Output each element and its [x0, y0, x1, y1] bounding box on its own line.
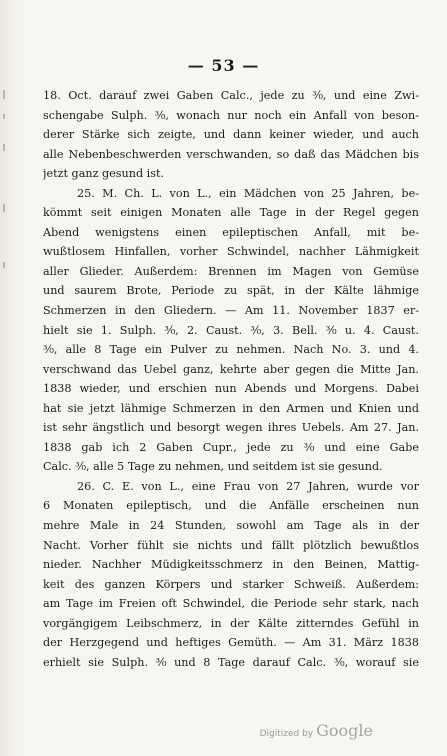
text-line: 25. M. Ch. L. von L., ein Mädchen von 25 Jahren, be- [77, 186, 419, 200]
text-line: Calc. ³⁄₀, alle 5 Tage zu nehmen, und seitdem ist sie gesund. [43, 460, 383, 474]
text-line: 1838 wieder, und erschien nun Abends und Morgens. Dabei [43, 382, 419, 396]
text-line: hielt sie 1. Sulph. ³⁄₀, 2. Caust. ³⁄₀, 3. Bell. ³⁄₀ u. 4. Caust. [43, 323, 419, 337]
text-line: Abend wenigstens einen epileptischen Anfall, mit be- [43, 225, 419, 239]
text-line: vorgängigem Leibschmerz, in der Kälte zitterndes Gefühl in [43, 616, 419, 630]
margin-bleed-marks [3, 86, 13, 286]
text-line: 6 Monaten epileptisch, und die Anfälle erscheinen nun [43, 499, 419, 513]
text-line: verschwand das Uebel ganz, kehrte aber gegen die Mitte Jan. [43, 362, 419, 376]
text-line: 26. C. E. von L., eine Frau von 27 Jahren, wurde vor [77, 479, 419, 493]
text-line: schengabe Sulph. ³⁄₀, wonach nur noch ein Anfall von beson- [43, 108, 419, 122]
text-line: 1838 gab ich 2 Gaben Cupr., jede zu ³⁄₀ und eine Gabe [43, 440, 419, 454]
text-line: jetzt ganz gesund ist. [43, 167, 165, 181]
text-line: Schmerzen in den Gliedern. — Am 11. November 1837 er- [43, 304, 419, 318]
text-line: am Tage im Freien oft Schwindel, die Periode sehr stark, nach [43, 597, 419, 611]
text-line: ³⁄₀, alle 8 Tage ein Pulver zu nehmen. Nach No. 3. und 4. [43, 343, 419, 357]
body-text [43, 86, 419, 672]
text-line: alle Nebenbeschwerden verschwanden, so daß das Mädchen bis [43, 147, 419, 161]
text-line: 18. Oct. darauf zwei Gaben Calc., jede zu ³⁄₀, und eine Zwi- [43, 89, 419, 102]
text-line: Nacht. Vorher fühlt sie nichts und fällt plötzlich bewußtlos [43, 538, 419, 552]
text-line: wußtlosem Hinfallen, vorher Schwindel, nachher Lähmigkeit [43, 245, 419, 259]
text-line: derer Stärke sich zeigte, und dann keiner wieder, und auch [43, 128, 419, 142]
text-line: erhielt sie Sulph. ³⁄₀ und 8 Tage darauf Calc. ³⁄₀, worauf sie [43, 655, 419, 669]
digitized-watermark [260, 721, 373, 740]
text-line: mehre Male in 24 Stunden, sowohl am Tage als in der [43, 519, 419, 533]
text-line: ist sehr ängstlich und besorgt wegen ihres Uebels. Am 27. Jan. [43, 421, 419, 435]
text-line: nieder. Nachher Müdigkeitsschmerz in den Beinen, Mattig- [43, 558, 419, 572]
text-line: keit des ganzen Körpers und starker Schweiß. Außerdem: [43, 577, 419, 591]
text-line: aller Glieder. Außerdem: Brennen im Magen von Gemüse [43, 264, 419, 278]
text-line: kömmt seit einigen Monaten alle Tage in der Regel gegen [43, 206, 419, 220]
text-line: hat sie jetzt lähmige Schmerzen in den Armen und Knien und [43, 401, 419, 415]
digitized-label: Digitized by [259, 729, 314, 739]
text-line: und saurem Brote, Periode zu spät, in der Kälte lähmige [43, 284, 419, 298]
text-line: der Herzgegend und heftiges Gemüth. — Am 31. März 1838 [43, 636, 419, 650]
page-number: — 53 — [187, 56, 260, 75]
google-logo-text: Google [316, 721, 373, 740]
